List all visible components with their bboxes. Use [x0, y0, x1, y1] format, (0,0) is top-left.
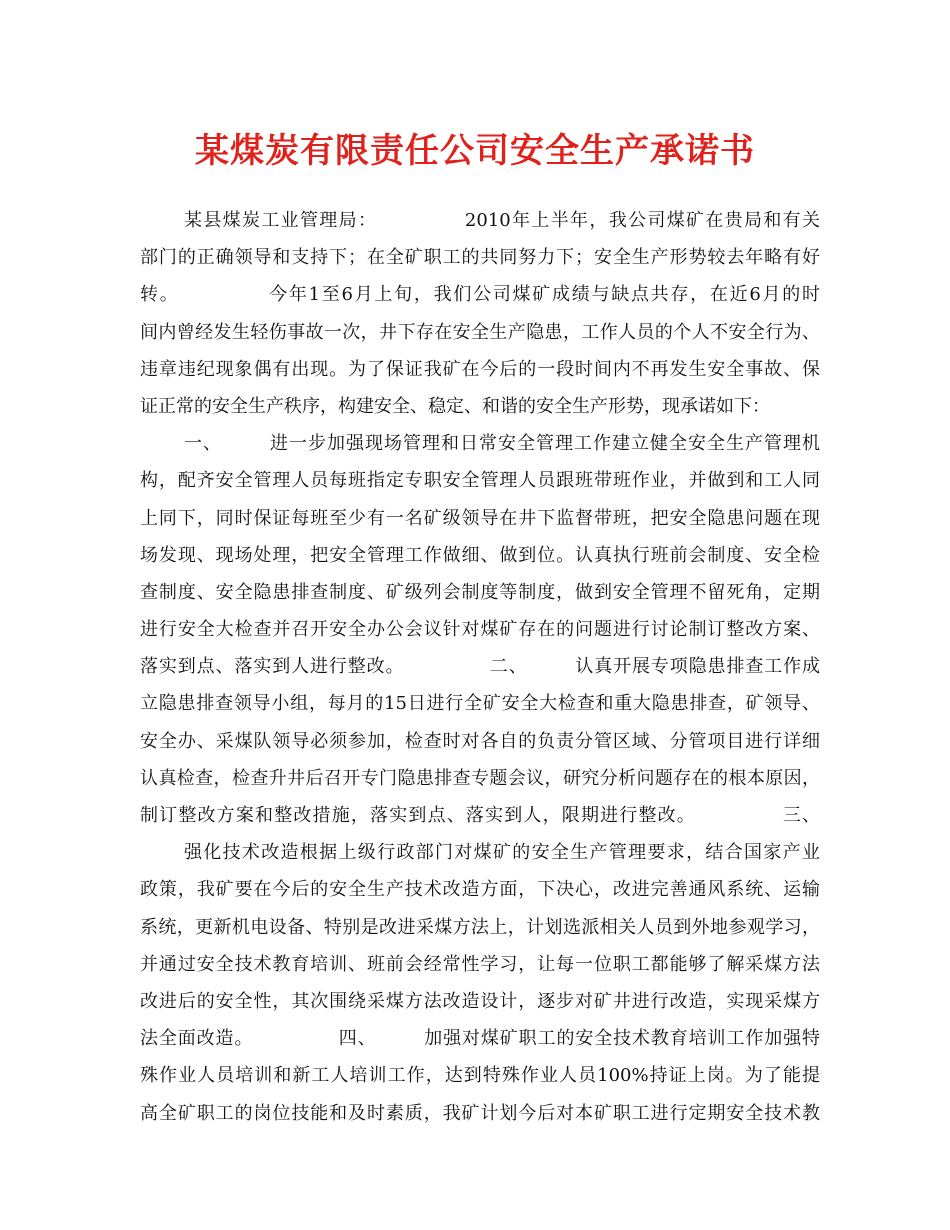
body-text-line: 间内曾经发生轻伤事故一次，井下存在安全生产隐患，工作人员的个人不安全行为、 — [140, 321, 820, 343]
body-text-line: 政策，我矿要在今后的安全生产技术改造方面，下决心，改进完善通风系统、运输 — [140, 879, 820, 901]
body-text-line: 安全办、采煤队领导必须参加，检查时对各自的负责分管区域、分管项目进行详细 — [140, 730, 820, 752]
body-text-line: 强化技术改造根据上级行政部门对煤矿的安全生产管理要求，结合国家产业 — [184, 842, 820, 864]
body-text-line: 查制度、安全隐患排查制度、矿级列会制度等制度，做到安全管理不留死角，定期 — [140, 581, 820, 603]
body-text-line: 证正常的安全生产秩序，构建安全、稳定、和谐的安全生产形势，现承诺如下： — [140, 395, 770, 417]
body-text-line: 进行安全大检查并召开安全办公会议针对煤矿存在的问题进行讨论制订整改方案、 — [140, 619, 820, 641]
document-body — [140, 202, 820, 1132]
body-text-line: 构，配齐安全管理人员每班指定专职安全管理人员跟班带班作业，并做到和工人同 — [140, 470, 820, 492]
body-text-line: 违章违纪现象偶有出现。为了保证我矿在今后的一段时间内不再发生安全事故、保 — [140, 358, 820, 380]
body-text-line: 殊作业人员培训和新工人培训工作，达到特殊作业人员100%持证上岗。为了能提 — [140, 1065, 820, 1087]
body-text-line: 上同下，同时保证每班至少有一名矿级领导在井下监督带班，把安全隐患问题在现 — [140, 507, 820, 529]
body-text-line: 某县煤炭工业管理局： 2010年上半年，我公司煤矿在贵局和有关 — [184, 210, 820, 231]
body-text-line: 认真检查，检查升井后召开专门隐患排查专题会议，研究分析问题存在的根本原因， — [140, 767, 820, 789]
body-text-line: 落实到点、落实到人进行整改。 二、 认真开展专项隐患排查工作成 — [140, 656, 820, 678]
body-text-line: 法全面改造。 四、 加强对煤矿职工的安全技术教育培训工作加强特 — [140, 1028, 820, 1050]
body-text-line: 制订整改方案和整改措施，落实到点、落实到人，限期进行整改。 三、 — [140, 805, 820, 826]
body-text-line: 部门的正确领导和支持下；在全矿职工的共同努力下；安全生产形势较去年略有好 — [140, 247, 820, 269]
body-text-line: 场发现、现场处理，把安全管理工作做细、做到位。认真执行班前会制度、安全检 — [140, 544, 820, 566]
body-text-line: 系统，更新机电设备、特别是改进采煤方法上，计划选派相关人员到外地参观学习， — [140, 916, 820, 938]
document-title: 某煤炭有限责任公司安全生产承诺书 — [195, 131, 755, 171]
body-text-line: 一、 进一步加强现场管理和日常安全管理工作建立健全安全生产管理机 — [184, 433, 820, 455]
body-text-line: 立隐患排查领导小组，每月的15日进行全矿安全大检查和重大隐患排查，矿领导、 — [140, 693, 820, 715]
body-text-line: 改进后的安全性，其次围绕采煤方法改造设计，逐步对矿井进行改造，实现采煤方 — [140, 990, 820, 1012]
body-text-line: 并通过安全技术教育培训、班前会经常性学习，让每一位职工都能够了解采煤方法 — [140, 953, 820, 975]
body-text-line: 高全矿职工的岗位技能和及时素质，我矿计划今后对本矿职工进行定期安全技术教 — [140, 1102, 820, 1124]
body-text-line: 转。 今年1至6月上旬，我们公司煤矿成绩与缺点共存，在近6月的时 — [140, 284, 820, 306]
